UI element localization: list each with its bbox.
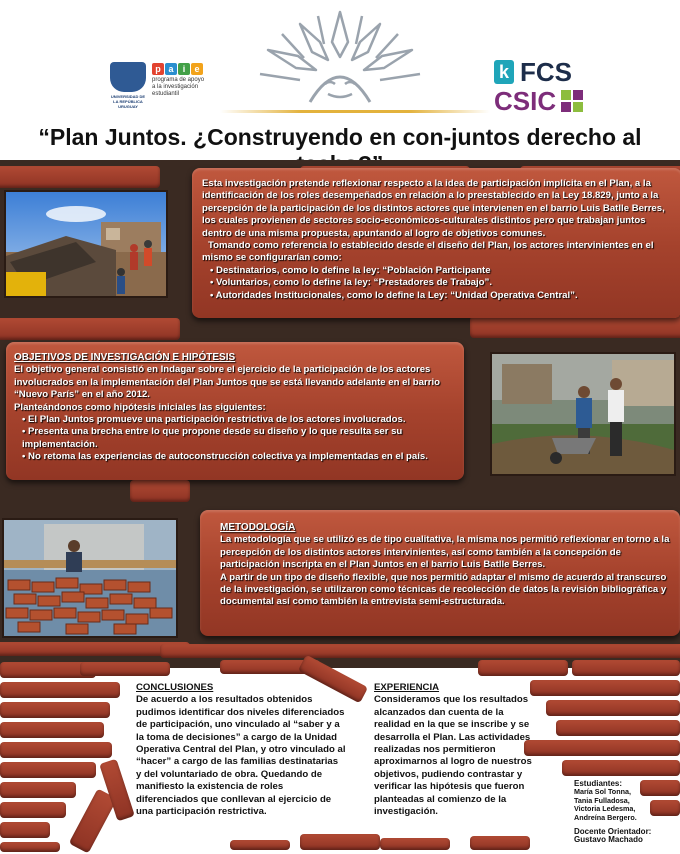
wheelbarrow-workers-photo <box>490 352 676 476</box>
edge-brick <box>530 680 680 696</box>
hypotheses-intro: Planteándonos como hipótesis iniciales las siguientes: <box>14 401 266 413</box>
edge-brick <box>0 742 112 758</box>
udelar-logo <box>108 62 148 118</box>
university-seal-icon <box>110 62 146 92</box>
metodologia-heading: METODOLOGÍA <box>220 522 296 533</box>
paie-letter: i <box>178 63 190 75</box>
actors-list-item: • Destinatarios, como lo define la ley: “Población Participante <box>210 265 670 277</box>
credits-block <box>574 780 678 845</box>
edge-brick <box>0 842 60 852</box>
edge-brick <box>556 720 680 736</box>
wall-brick <box>0 166 160 188</box>
hypothesis-item: • El Plan Juntos promueve una participación restrictiva de los actores involucrados. <box>22 414 460 426</box>
edge-brick <box>572 660 680 676</box>
udelar-label: UNIVERSIDAD DE LA REPÚBLICA URUGUAY <box>110 94 146 109</box>
student-name: Tania Fulladosa, <box>574 795 630 805</box>
rubble-brick <box>470 836 530 850</box>
advisor-label: Docente Orientador: <box>574 827 652 837</box>
student-name: María Sol Tonna, <box>574 787 631 797</box>
construction-site-photo <box>4 190 168 298</box>
student-name: Victoria Ledesma, <box>574 804 636 814</box>
csic-plus-icon <box>561 90 583 112</box>
objetivos-text-block <box>14 352 460 464</box>
experiencia-paragraph: Consideramos que los resultados alcanzados dan cuenta de la realidad en la que se inscribe y se desarrolla el Plan. Las actividades realizadas nos permitieron aproximarnos al logro de nuestros objetivos, pudiendo contrastar y verificar las hipótesis que fueron planteadas al comienzo de la investigación. <box>374 694 532 818</box>
objetivos-paragraph: El objetivo general consistió en Indagar sobre el ejercicio de la participación de los actores involucrados en la implementación del Plan Juntos que se está llevando adelante en el barrio “Nuevo París” en el año 2012. <box>14 364 440 401</box>
intro-paragraph-2: Tomando como referencia lo establecido desde el diseño del Plan, los actores intervinientes en el mismo se configurarían como: <box>202 240 654 264</box>
edge-brick <box>0 722 104 738</box>
paie-letter: p <box>152 63 164 75</box>
csic-logo <box>494 86 594 116</box>
hypothesis-item: • No retoma las experiencias de autoconstrucción colectiva ya implementadas en el país. <box>22 451 460 463</box>
hypotheses-list <box>14 414 460 464</box>
edge-brick <box>0 782 76 798</box>
edge-brick <box>0 762 96 778</box>
conclusiones-block <box>136 682 346 818</box>
fcs-label: FCS <box>520 57 572 87</box>
edge-brick <box>0 802 66 818</box>
sun-base-line <box>220 110 490 113</box>
edge-brick <box>524 740 680 756</box>
metodologia-paragraph-2: A partir de un tipo de diseño flexible, que nos permitió adaptar el mismo de acuerdo al transcurso de la investigación, se utilizaron como técnicas de recolección de datos la revisión bibliográfica y documental así como también la entrevista semi-estructurada. <box>220 571 667 608</box>
student-name: Andreína Bergero. <box>574 812 637 822</box>
experiencia-heading: EXPERIENCIA <box>374 682 440 693</box>
actors-list <box>202 265 670 302</box>
wall-brick <box>0 318 180 340</box>
paie-subtitle: programa de apoyo a la investigación estudiantil <box>152 77 205 97</box>
metodologia-text-block <box>220 522 672 609</box>
poster-title: “Plan Juntos. ¿Construyendo en con-juntos derecho al <box>38 124 642 150</box>
edge-brick <box>546 700 680 716</box>
paie-logo <box>152 63 207 119</box>
intro-text-block <box>202 178 670 302</box>
edge-brick <box>0 702 110 718</box>
fcs-mark-icon: k <box>494 60 514 84</box>
paie-wordmark <box>152 63 207 75</box>
paie-letter: e <box>191 63 203 75</box>
intro-paragraph: Esta investigación pretende reflexionar respecto a la idea de participación implícita en el Plan, a la identificación de los roles desempeñados en relación a lo preestablecido en la Ley 18.829, junto a la percepción de la participación de los distintos actores que intervienen en el barrio Luis Batlle Berres, los cuales provienen de sectores socio-económicos-culturales distintos pero que trabajan juntos dentro de una misma propuesta, apuntando al logro de objetivos comunes. <box>202 178 665 239</box>
fcs-logo <box>494 58 594 86</box>
objetivos-heading: OBJETIVOS DE INVESTIGACIÓN E HIPÓTESIS <box>14 352 236 363</box>
wall-brick <box>130 480 190 502</box>
rubble-brick <box>380 838 450 850</box>
wall-brick <box>470 316 680 338</box>
actors-list-item: • Voluntarios, como lo define la ley: “Prestadores de Trabajo”. <box>210 277 670 289</box>
students-label: Estudiantes: <box>574 779 623 788</box>
rubble-brick <box>230 840 290 850</box>
edge-brick <box>0 822 50 838</box>
paie-letter: a <box>165 63 177 75</box>
experiencia-block <box>374 682 542 818</box>
brick-pile-photo <box>2 518 178 638</box>
wall-brick <box>160 644 680 658</box>
actors-list-item: • Autoridades Institucionales, como lo define la Ley: “Unidad Operativa Central”. <box>210 290 670 302</box>
conclusiones-paragraph: De acuerdo a los resultados obtenidos pudimos identificar dos niveles diferenciados de participación, uno vinculado al “saber y a la toma de decisiones” a cargo de la Unidad Operativa Central del Plan, y otro vinculado al “hacer” a cargo de las familias destinatarias y del voluntariado de obra. Quedando de manifiesto la existencia de roles diferenciados que conllevan al ejercicio de una participación restrictiva. <box>136 694 346 818</box>
edge-brick <box>478 660 568 676</box>
edge-brick <box>0 682 120 698</box>
fcs-csic-logos <box>494 58 594 118</box>
rubble-brick <box>300 834 380 850</box>
conclusiones-heading: CONCLUSIONES <box>136 682 214 693</box>
metodologia-paragraph: La metodología que se utilizó es de tipo cualitativa, la misma nos permitió reflexionar en torno a la percepción de los distintos actores intervinientes, así como también a la concepción de participación inscripta en el Plan Juntos en el barrio Luis Batlle Berres. <box>220 534 670 571</box>
edge-brick <box>80 662 170 676</box>
edge-brick <box>562 760 680 776</box>
hypothesis-item: • Presenta una brecha entre lo que propone desde su diseño y lo que resulta ser su implementación. <box>22 426 460 451</box>
advisor-name: Gustavo Machado <box>574 835 643 845</box>
sun-of-may-icon <box>240 2 440 112</box>
csic-label: CSIC <box>494 86 557 116</box>
